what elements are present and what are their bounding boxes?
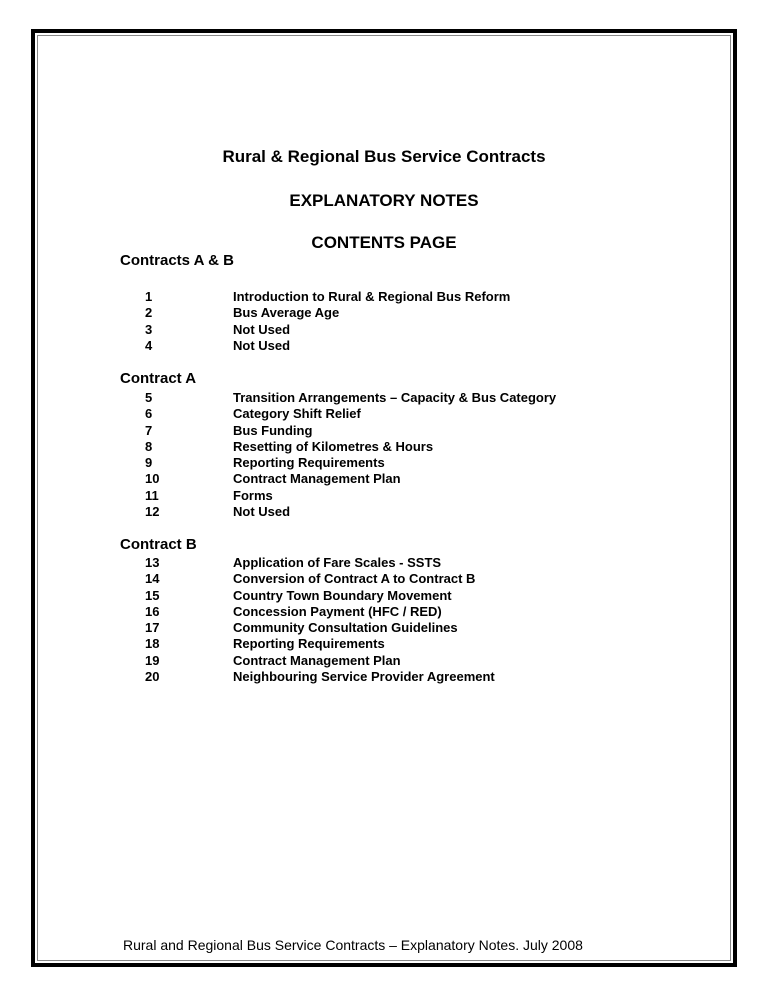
contents-entry [145,555,495,571]
contents-entry [145,504,556,520]
entry-number: 7 [145,422,153,438]
entry-title: Community Consultation Guidelines [233,620,458,636]
entry-title: Conversion of Contract A to Contract B [233,571,476,587]
contents-entry [145,653,495,669]
page-footer: Rural and Regional Bus Service Contracts – Explanatory Notes. July 2008 [123,937,583,953]
entry-number: 12 [145,504,160,520]
contents-entry [145,669,495,685]
contents-heading: CONTENTS PAGE [311,233,457,252]
section-heading: Contract A [120,370,197,387]
entry-number: 17 [145,620,160,636]
section-list [145,289,510,354]
contents-entry [145,620,495,636]
entry-number: 20 [145,669,160,685]
contents-entry [145,571,495,587]
contents-entry [145,423,556,439]
entry-title: Not Used [233,504,291,520]
contents-entry [145,322,510,338]
entry-title: Application of Fare Scales - SSTS [233,555,442,570]
contents-entry [145,338,510,354]
contents-entry [145,488,556,504]
document-subtitle: EXPLANATORY NOTES [289,191,479,210]
section-list [145,390,556,520]
contents-entry [145,455,556,471]
contents-entry [145,305,510,321]
contents-entry [145,588,495,604]
entry-title: Bus Funding [233,422,313,438]
contents-entry [145,604,495,620]
entry-title: Not Used [233,337,291,353]
entry-title: Contract Management Plan [233,471,401,487]
document-title: Rural & Regional Bus Service Contracts [222,147,546,166]
entry-title: Category Shift Relief [233,406,361,422]
entry-title: Concession Payment (HFC / RED) [233,603,442,619]
section-heading: Contracts A & B [120,252,234,269]
contents-entry [145,289,510,305]
entry-number: 11 [145,487,159,503]
entry-title: Bus Average Age [233,305,340,321]
section-heading: Contract B [120,536,197,553]
entry-number: 16 [145,603,160,619]
entry-number: 6 [145,406,153,422]
entry-number: 9 [145,455,153,471]
contents-entry [145,636,495,652]
entry-number: 18 [145,636,160,652]
contents-entry [145,471,556,487]
entry-title: Reporting Requirements [233,455,385,471]
entry-title: Neighbouring Service Provider Agreement [233,669,495,685]
section-list [145,555,495,685]
entry-title: Contract Management Plan [233,652,401,668]
entry-title: Reporting Requirements [233,636,385,652]
entry-number: 1 [145,289,153,304]
entry-number: 3 [145,321,153,337]
contents-entry [145,390,556,406]
entry-number: 13 [145,555,160,570]
entry-title: Forms [233,487,273,503]
entry-title: Resetting of Kilometres & Hours [233,438,434,454]
entry-number: 2 [145,305,153,321]
entry-number: 15 [145,587,160,603]
contents-entry [145,406,556,422]
entry-number: 5 [145,390,153,405]
entry-number: 19 [145,652,160,668]
contents-entry [145,439,556,455]
entry-title: Not Used [233,321,291,337]
entry-title: Introduction to Rural & Regional Bus Reform [233,289,511,304]
entry-number: 10 [145,471,160,487]
entry-title: Transition Arrangements – Capacity & Bus Category [233,390,557,405]
entry-number: 4 [145,337,153,353]
entry-number: 14 [145,571,160,587]
entry-title: Country Town Boundary Movement [233,587,452,603]
entry-number: 8 [145,438,153,454]
